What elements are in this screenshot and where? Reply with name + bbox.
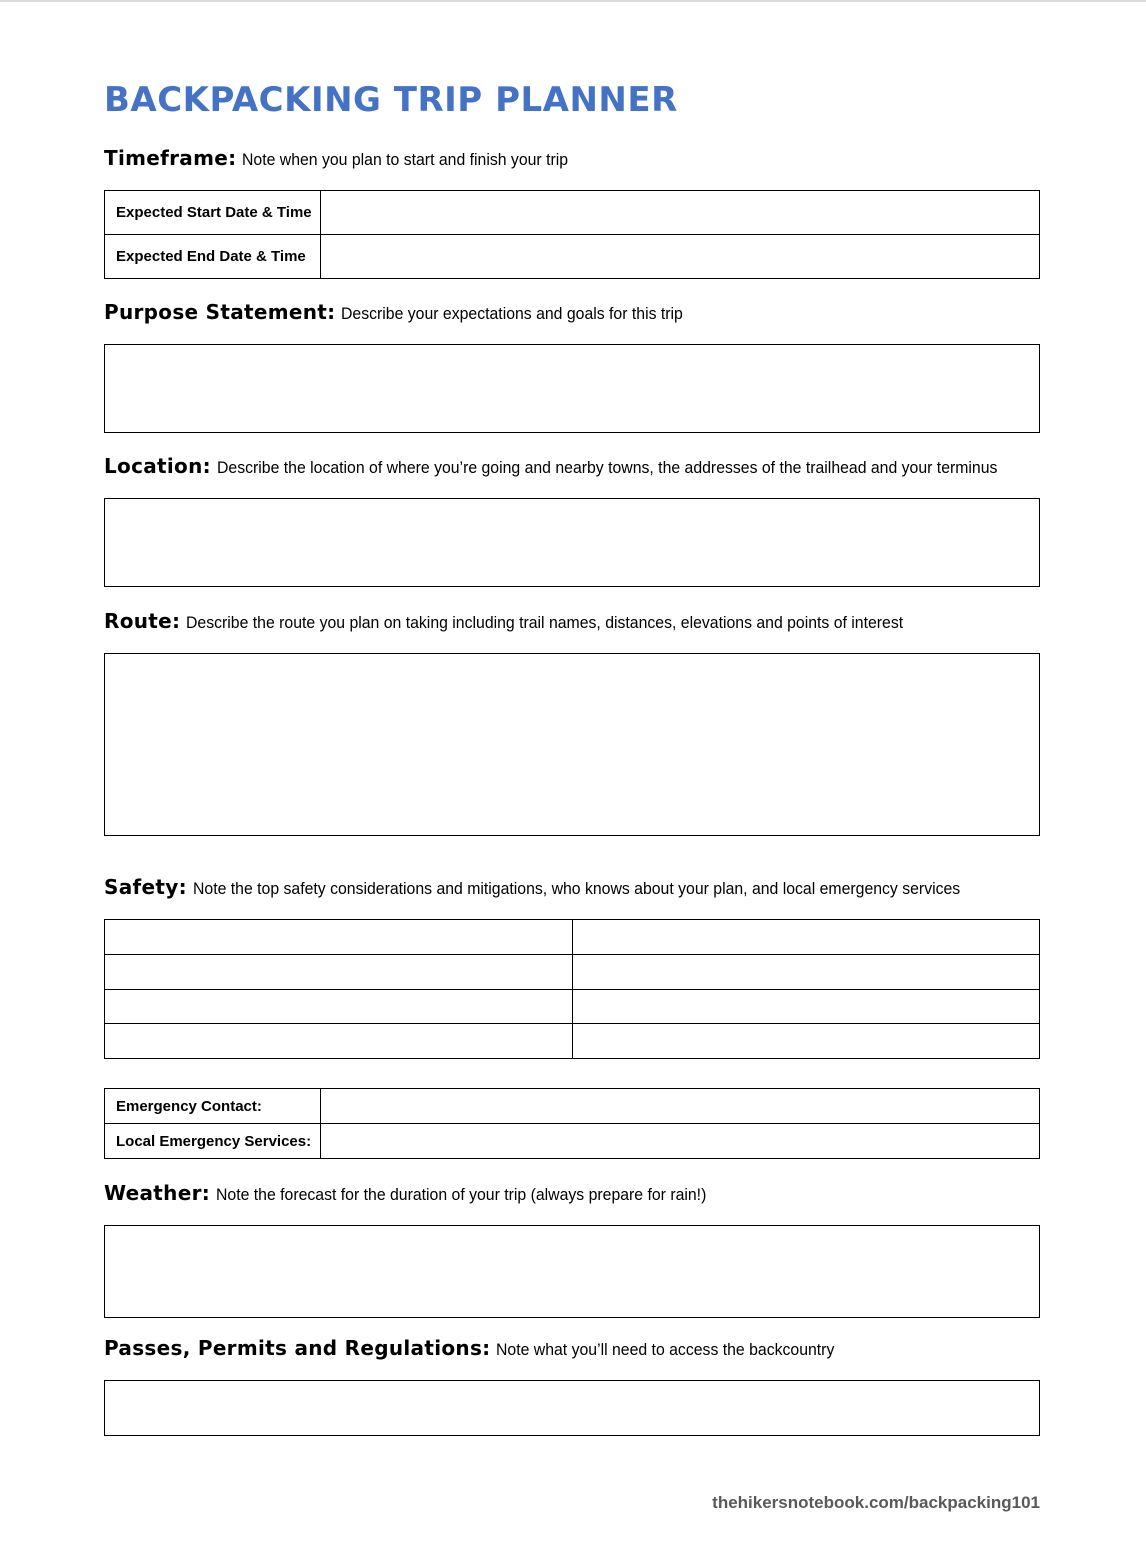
timeframe-label: Timeframe: (104, 146, 237, 170)
start-date-field[interactable] (321, 191, 1040, 235)
table-row (105, 955, 1040, 990)
emergency-table (104, 1088, 1040, 1159)
end-date-field[interactable] (321, 235, 1040, 279)
table-row (105, 1024, 1040, 1059)
table-row (105, 1124, 1040, 1159)
safety-cell[interactable] (105, 920, 573, 955)
safety-heading (104, 875, 1018, 899)
passes-field[interactable] (104, 1380, 1040, 1436)
table-row (105, 990, 1040, 1024)
location-description: Describe the location of where you’re going and nearby towns, the addresses of the trailhead and your terminus (216, 458, 998, 477)
footer-url[interactable]: thehikersnotebook.com/backpacking101 (712, 1493, 1040, 1512)
table-row (105, 235, 1040, 279)
passes-heading (104, 1336, 860, 1360)
route-description: Describe the route you plan on taking including trail names, distances, elevations and points of interest (186, 613, 904, 632)
weather-description: Note the forecast for the duration of your trip (always prepare for rain!) (216, 1185, 707, 1204)
location-field[interactable] (104, 498, 1040, 587)
table-row (105, 191, 1040, 235)
passes-description: Note what you’ll need to access the backcountry (496, 1340, 835, 1359)
safety-cell[interactable] (573, 955, 1040, 990)
safety-cell[interactable] (573, 990, 1040, 1024)
location-heading (104, 454, 1056, 478)
timeframe-heading (104, 146, 593, 170)
purpose-heading (104, 300, 709, 324)
passes-label: Passes, Permits and Regulations: (104, 1336, 491, 1360)
start-date-label: Expected Start Date & Time (105, 191, 321, 235)
location-label: Location: (104, 454, 211, 478)
table-row (105, 1089, 1040, 1124)
safety-description: Note the top safety considerations and mitigations, who knows about your plan, and local emergency services (192, 879, 961, 898)
end-date-label: Expected End Date & Time (105, 235, 321, 279)
purpose-field[interactable] (104, 344, 1040, 433)
route-label: Route: (104, 609, 181, 633)
purpose-label: Purpose Statement: (104, 300, 336, 324)
page-top-rule (0, 0, 1146, 2)
safety-cell[interactable] (573, 920, 1040, 955)
weather-heading (104, 1181, 743, 1205)
weather-label: Weather: (104, 1181, 211, 1205)
timeframe-description: Note when you plan to start and finish your trip (242, 150, 569, 169)
emergency-contact-field[interactable] (321, 1089, 1040, 1124)
purpose-description: Describe your expectations and goals for this trip (341, 304, 684, 323)
safety-cell[interactable] (573, 1024, 1040, 1059)
route-field[interactable] (104, 653, 1040, 836)
weather-field[interactable] (104, 1225, 1040, 1318)
safety-label: Safety: (104, 875, 187, 899)
page-title: BACKPACKING TRIP PLANNER (104, 80, 678, 120)
safety-cell[interactable] (105, 955, 573, 990)
timeframe-table (104, 190, 1040, 279)
local-emergency-services-label: Local Emergency Services: (105, 1124, 321, 1159)
safety-table (104, 919, 1040, 1059)
emergency-contact-label: Emergency Contact: (105, 1089, 321, 1124)
safety-cell[interactable] (105, 990, 573, 1024)
safety-cell[interactable] (105, 1024, 573, 1059)
route-heading (104, 609, 957, 633)
local-emergency-services-field[interactable] (321, 1124, 1040, 1159)
table-row (105, 920, 1040, 955)
